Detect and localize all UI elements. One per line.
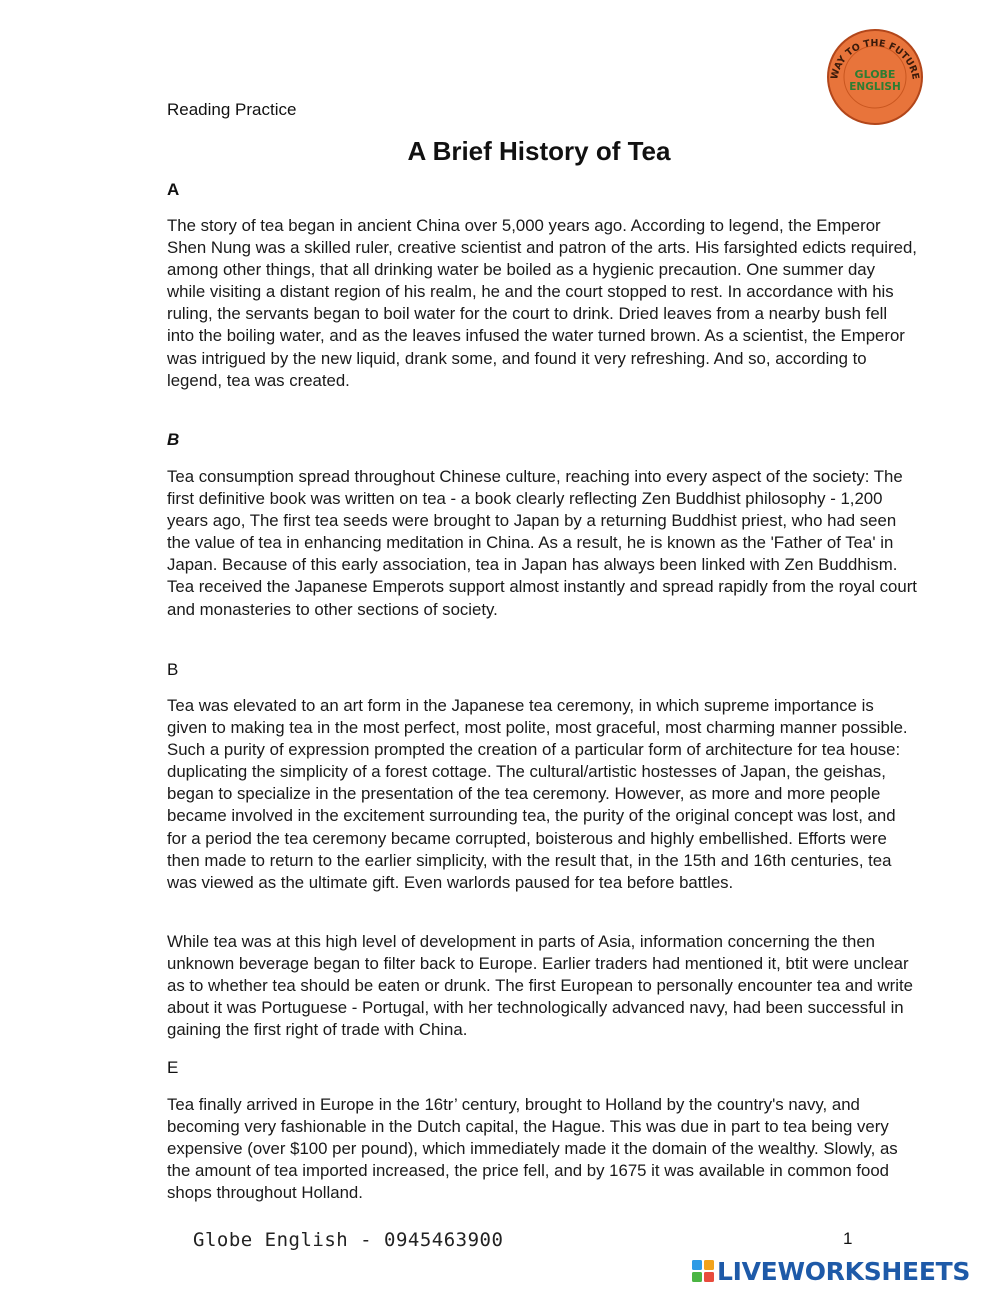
reading-practice-label: Reading Practice (167, 100, 297, 119)
paragraph-d: While tea was at this high level of development in parts of Asia, information concerning the then unknown beverage began to filter back to Europe. Earlier traders had mentioned it, btit were unclear as to whether tea should be eaten or drunk. The first European to personally encounter tea and write about it was Portuguese - Portugal, with her technologically advanced navy, had been successful in gaining the first right of trade with China. (167, 932, 913, 1040)
logo-brand-line2: ENGLISH (849, 81, 901, 93)
footer-brand: Globe English - 0945463900 (193, 1229, 504, 1251)
section-letter-b-second: B (167, 660, 179, 679)
section-letter-b: B (167, 430, 180, 449)
logo-brand-line1: GLOBE (854, 68, 896, 81)
globe-english-logo-icon (823, 28, 927, 126)
paragraph-c: Tea was elevated to an art form in the Japanese tea ceremony, in which supreme importance is given to making tea in the most perfect, most polite, most graceful, most charming manner possible. Such a purity of expression prompted the creation of a particular form of architecture for tea house: duplicating the simplicity of a forest cottage. The cultural/artistic hostesses of Japan, the geishas, began to specialize in the presentation of the tea ceremony. However, as more and more people became involved in the excitement surrounding tea, the purity of the original concept was lost, and for a period the tea ceremony became corrupted, boisterous and highly embellished. Efforts were then made to return to the earlier simplicity, with the result that, in the 15th and 16th centuries, tea was viewed as the ultimate gift. Even warlords paused for tea before battles. (167, 696, 908, 892)
page-number: 1 (843, 1229, 853, 1248)
section-letter-e: E (167, 1058, 179, 1077)
page-title: A Brief History of Tea (407, 136, 671, 166)
logo-ring-text: WAY TO THE FUTURE (829, 37, 921, 81)
liveworksheets-text: LIVEWORKSHEETS (717, 1256, 971, 1286)
section-letter-a: A (167, 180, 180, 199)
paragraph-e: Tea finally arrived in Europe in the 16tr’ century, brought to Holland by the country's navy, and becoming very fashionable in the Dutch capital, the Hague. This was due in part to tea being very expensive (over $100 per pound), which immediately made it the domain of the wealthy. Slowly, as the amount of tea imported increased, the price fell, and by 1675 it was available in common food shops throughout Holland. (167, 1095, 898, 1203)
paragraph-b: Tea consumption spread throughout Chinese culture, reaching into every aspect of the society: The first definitive book was written on tea - a book clearly reflecting Zen Buddhist philosophy - 1,200 years ago, The first tea seeds were brought to Japan by a returning Buddhist priest, who had seen the value of tea in enhancing meditation in China. As a result, he is known as the 'Father of Tea' in Japan. Because of this early association, tea in Japan has always been linked with Zen Buddhism. Tea received the Japanese Emperots support almost instantly and spread rapidly from the royal court and monasteries to other sections of society. (167, 467, 917, 619)
liveworksheets-badge[interactable] (691, 1256, 991, 1286)
paragraph-a: The story of tea began in ancient China over 5,000 years ago. According to legend, the Emperor Shen Nung was a skilled ruler, creative scientist and patron of the arts. His farsighted edicts required, among other things, that all drinking water be boiled as a hygienic precaution. One summer day while visiting a distant region of his realm, he and the court stopped to rest. In accordance with his ruling, the servants began to boil water for the court to drink. Dried leaves from a nearby bush fell into the boiling water, and as the leaves infused the water turned brown. As a scientist, the Emperor was intrigued by the new liquid, drank some, and found it very refreshing. And so, according to legend, tea was created. (167, 216, 917, 390)
liveworksheets-logo-icon (691, 1259, 715, 1283)
